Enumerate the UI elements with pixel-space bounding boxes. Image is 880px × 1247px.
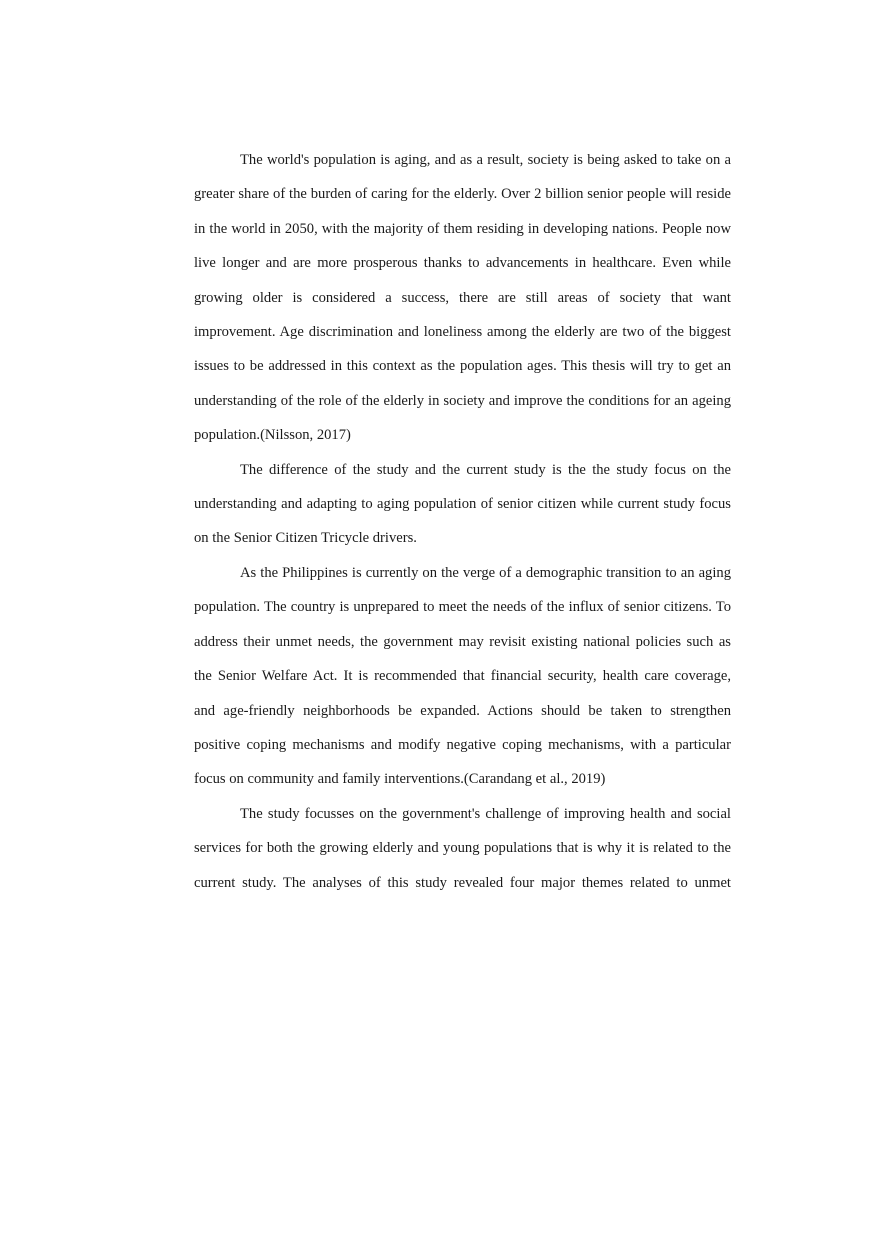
paragraph-aging-population xyxy=(194,143,731,453)
paragraph-study-difference xyxy=(194,453,731,556)
text-line: focus on community and family interventions.(Carandang et al., 2019) xyxy=(194,771,606,788)
text-line: improvement. Age discrimination and loneliness among the elderly are two of the biggest xyxy=(194,324,731,341)
text-line: population. The country is unprepared to meet the needs of the influx of senior citizens. To xyxy=(194,599,731,616)
text-line: The study focusses on the government's challenge of improving health and social xyxy=(240,805,731,822)
paragraph-philippines xyxy=(194,556,731,797)
text-line: the Senior Welfare Act. It is recommended that financial security, health care coverage, xyxy=(194,668,731,685)
text-line: address their unmet needs, the government may revisit existing national policies such as xyxy=(194,633,731,650)
paragraph-government-challenge xyxy=(194,797,731,900)
text-line: issues to be addressed in this context as the population ages. This thesis will try to get an xyxy=(194,358,731,375)
text-line: The difference of the study and the current study is the the study focus on the xyxy=(240,461,731,478)
text-line: live longer and are more prosperous thanks to advancements in healthcare. Even while xyxy=(194,255,731,272)
text-line: The world's population is aging, and as a result, society is being asked to take on a xyxy=(240,152,731,168)
text-line: and age-friendly neighborhoods be expanded. Actions should be taken to strengthen xyxy=(194,702,731,719)
text-line: on the Senior Citizen Tricycle drivers. xyxy=(194,530,417,547)
text-line: services for both the growing elderly and young populations that is why it is related to the xyxy=(194,840,731,857)
text-line: understanding and adapting to aging population of senior citizen while current study focus xyxy=(194,496,731,513)
text-line: growing older is considered a success, there are still areas of society that want xyxy=(194,289,731,306)
body-text xyxy=(194,143,731,900)
text-line: understanding of the role of the elderly in society and improve the conditions for an ageing xyxy=(194,392,731,409)
text-line: population.(Nilsson, 2017) xyxy=(194,427,351,444)
text-line: greater share of the burden of caring for the elderly. Over 2 billion senior people will reside xyxy=(194,186,731,203)
text-line: current study. The analyses of this study revealed four major themes related to unmet xyxy=(194,874,731,891)
text-line: As the Philippines is currently on the verge of a demographic transition to an aging xyxy=(240,564,731,581)
text-line: in the world in 2050, with the majority of them residing in developing nations. People now xyxy=(194,220,731,237)
text-line: positive coping mechanisms and modify negative coping mechanisms, with a particular xyxy=(194,736,731,753)
